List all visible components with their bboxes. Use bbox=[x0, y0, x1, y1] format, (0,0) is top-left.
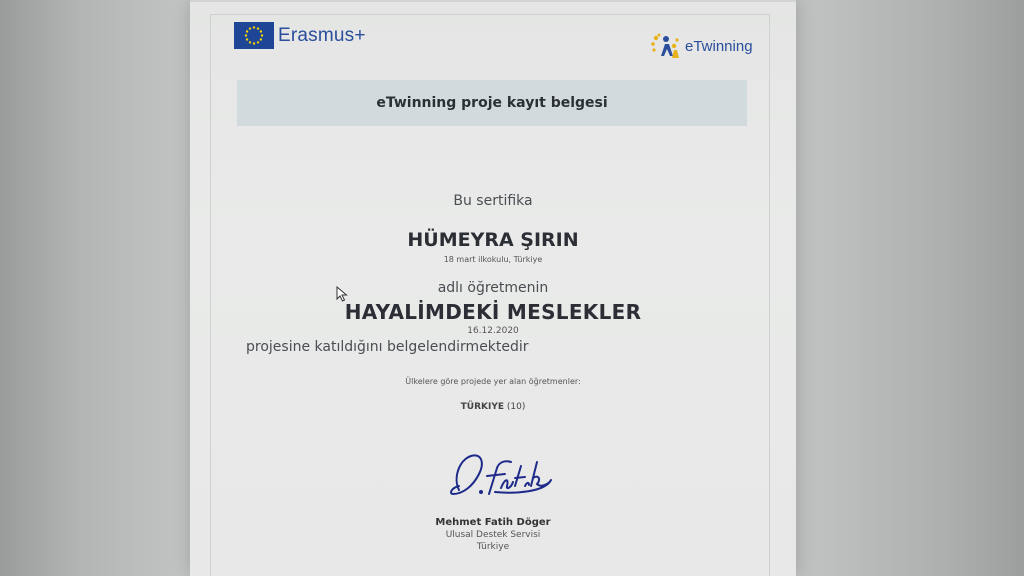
signatory-name: Mehmet Fatih Döger bbox=[435, 517, 551, 528]
country-count: (10) bbox=[506, 402, 526, 412]
project-date: 16.12.2020 bbox=[467, 326, 519, 336]
signature-mark bbox=[445, 448, 555, 507]
intro-text: Bu sertifika bbox=[453, 193, 533, 209]
certify-text: projesine katıldığını belgelendirmektedir bbox=[246, 339, 529, 355]
erasmus-logo bbox=[234, 22, 366, 49]
etwinning-label: eTwinning bbox=[685, 37, 753, 55]
countries-label: Ülkelere göre projede yer alan öğretmenler: bbox=[405, 377, 581, 386]
etwinning-logo-icon bbox=[650, 32, 684, 60]
country-name: TÜRKIYE bbox=[460, 402, 504, 412]
screen-top-edge bbox=[190, 0, 796, 2]
signatory-country: Türkiye bbox=[476, 542, 510, 552]
role-text: adlı öğretmenin bbox=[437, 280, 549, 296]
signatory-organization: Ulusal Destek Servisi bbox=[445, 530, 541, 540]
certificate-title-bar bbox=[237, 80, 747, 126]
certificate-document bbox=[190, 0, 796, 576]
project-name: HAYALİMDEKİ MESLEKLER bbox=[344, 300, 642, 324]
school-name: 18 mart ilkokulu, Türkiye bbox=[443, 255, 543, 264]
erasmus-label: Erasmus+ bbox=[278, 24, 366, 46]
eu-flag-icon bbox=[234, 22, 274, 49]
teacher-name: HÜMEYRA ŞIRIN bbox=[407, 229, 579, 251]
certificate-title: eTwinning proje kayıt belgesi bbox=[376, 95, 608, 111]
country-entry bbox=[190, 402, 796, 412]
etwinning-logo bbox=[650, 32, 753, 60]
mouse-cursor-icon bbox=[336, 286, 348, 306]
